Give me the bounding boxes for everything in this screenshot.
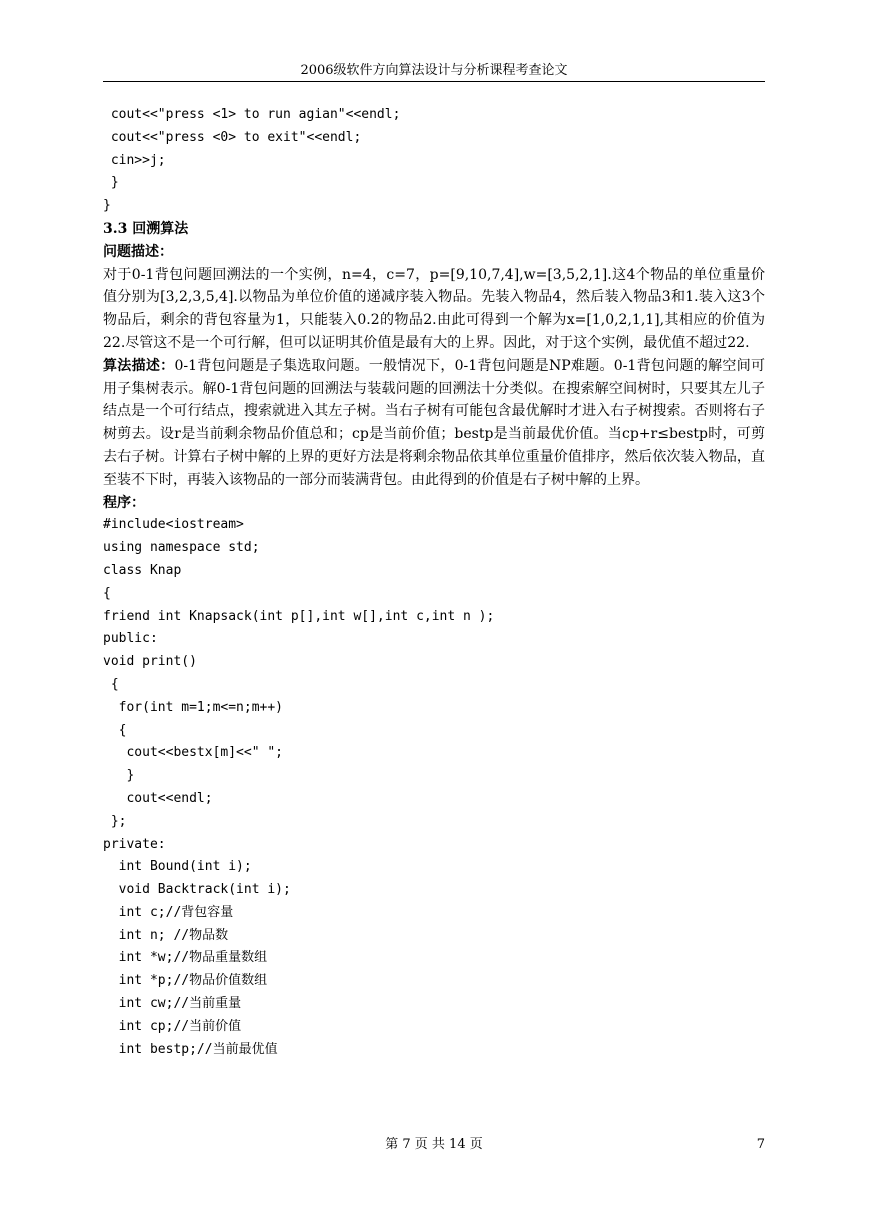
code-line: int c;//背包容量 <box>103 904 234 920</box>
code-line: } <box>103 768 135 784</box>
code-line: int Bound(int i); <box>103 859 252 875</box>
code-line: cout<<"press <1> to run agian"<<endl; <box>103 107 401 122</box>
code-line: int n; //物品数 <box>103 927 229 943</box>
algorithm-paragraph <box>103 355 765 492</box>
code-line: int bestp;//当前最优值 <box>103 1041 278 1057</box>
code-line: for(int m=1;m<=n;m++) <box>103 699 284 715</box>
code-line: cout<<bestx[m]<<" "; <box>103 745 284 761</box>
algorithm-label: 算法描述： <box>103 357 175 374</box>
code-line: friend int Knapsack(int p[],int w[],int c,int n ); <box>103 608 495 624</box>
code-line: } <box>103 175 119 191</box>
code-line: void Backtrack(int i); <box>103 882 291 898</box>
code-line: cout<<"press <0> to exit"<<endl; <box>103 129 362 145</box>
code-line: { <box>103 676 119 692</box>
code-line: cout<<endl; <box>103 790 213 806</box>
code-line: int cp;//当前价值 <box>103 1018 242 1034</box>
problem-paragraph: 对于0-1背包问题回溯法的一个实例，n=4，c=7，p=[9,10,7,4],w=[3,5,2,1].这4个物品的单位重量价值分别为[3,2,3,5,4].以物品为单位价值的递减序装入物品。先装入物品4，然后装入物品3和1.装入这3个物品后，剩余的背包容量为1，只能装入0.2的物品2.由此可得到一个解为x=[1,0,2,1,1],其相应的价值为22.尽管这不是一个可行解，但可以证明其价值是最有大的上界。因此，对于这个实例，最优值不超过22. <box>103 266 765 351</box>
page-content <box>103 104 765 1061</box>
program-label: 程序： <box>103 494 145 511</box>
code-line: using namespace std; <box>103 540 260 556</box>
problem-label: 问题描述： <box>103 243 173 260</box>
code-line: void print() <box>103 654 197 670</box>
page-number: 7 <box>756 1137 765 1152</box>
code-line: private: <box>103 836 166 852</box>
code-line: }; <box>103 813 127 829</box>
code-line: int *w;//物品重量数组 <box>103 950 268 966</box>
section-heading: 3.3 回溯算法 <box>103 220 189 237</box>
algorithm-text: 0-1背包问题是子集选取问题。一般情况下，0-1背包问题是NP难题。0-1背包问题的解空间可用子集树表示。解0-1背包问题的回溯法与装载问题的回溯法十分类似。在搜索解空间树时，只要其左儿子结点是一个可行结点，搜索就进入其左子树。当右子树有可能包含最优解时才进入右子树搜索。否则将右子树剪去。设r是当前剩余物品价值总和；cp是当前价值；bestp是当前最优价值。当cp+r≤bestp时，可剪去右子树。计算右子树中解的上界的更好方法是将剩余物品依其单位重量价值排序，然后依次装入物品，直至装不下时，再装入该物品的一部分而装满背包。由此得到的价值是右子树中解的上界。 <box>103 357 765 488</box>
header-rule <box>103 81 765 82</box>
code-line: int *p;//物品价值数组 <box>103 973 268 989</box>
code-line: int cw;//当前重量 <box>103 996 242 1012</box>
page-footer: 第 7 页 共 14 页 <box>385 1137 483 1152</box>
page-header: 2006级软件方向算法设计与分析课程考查论文 <box>300 63 568 78</box>
code-line: { <box>103 585 111 601</box>
code-line: class Knap <box>103 562 182 578</box>
code-line: } <box>103 198 111 214</box>
code-line: { <box>103 722 127 738</box>
code-line: cin>>j; <box>103 152 166 168</box>
code-line: #include<iostream> <box>103 517 244 533</box>
code-line: public: <box>103 631 158 647</box>
